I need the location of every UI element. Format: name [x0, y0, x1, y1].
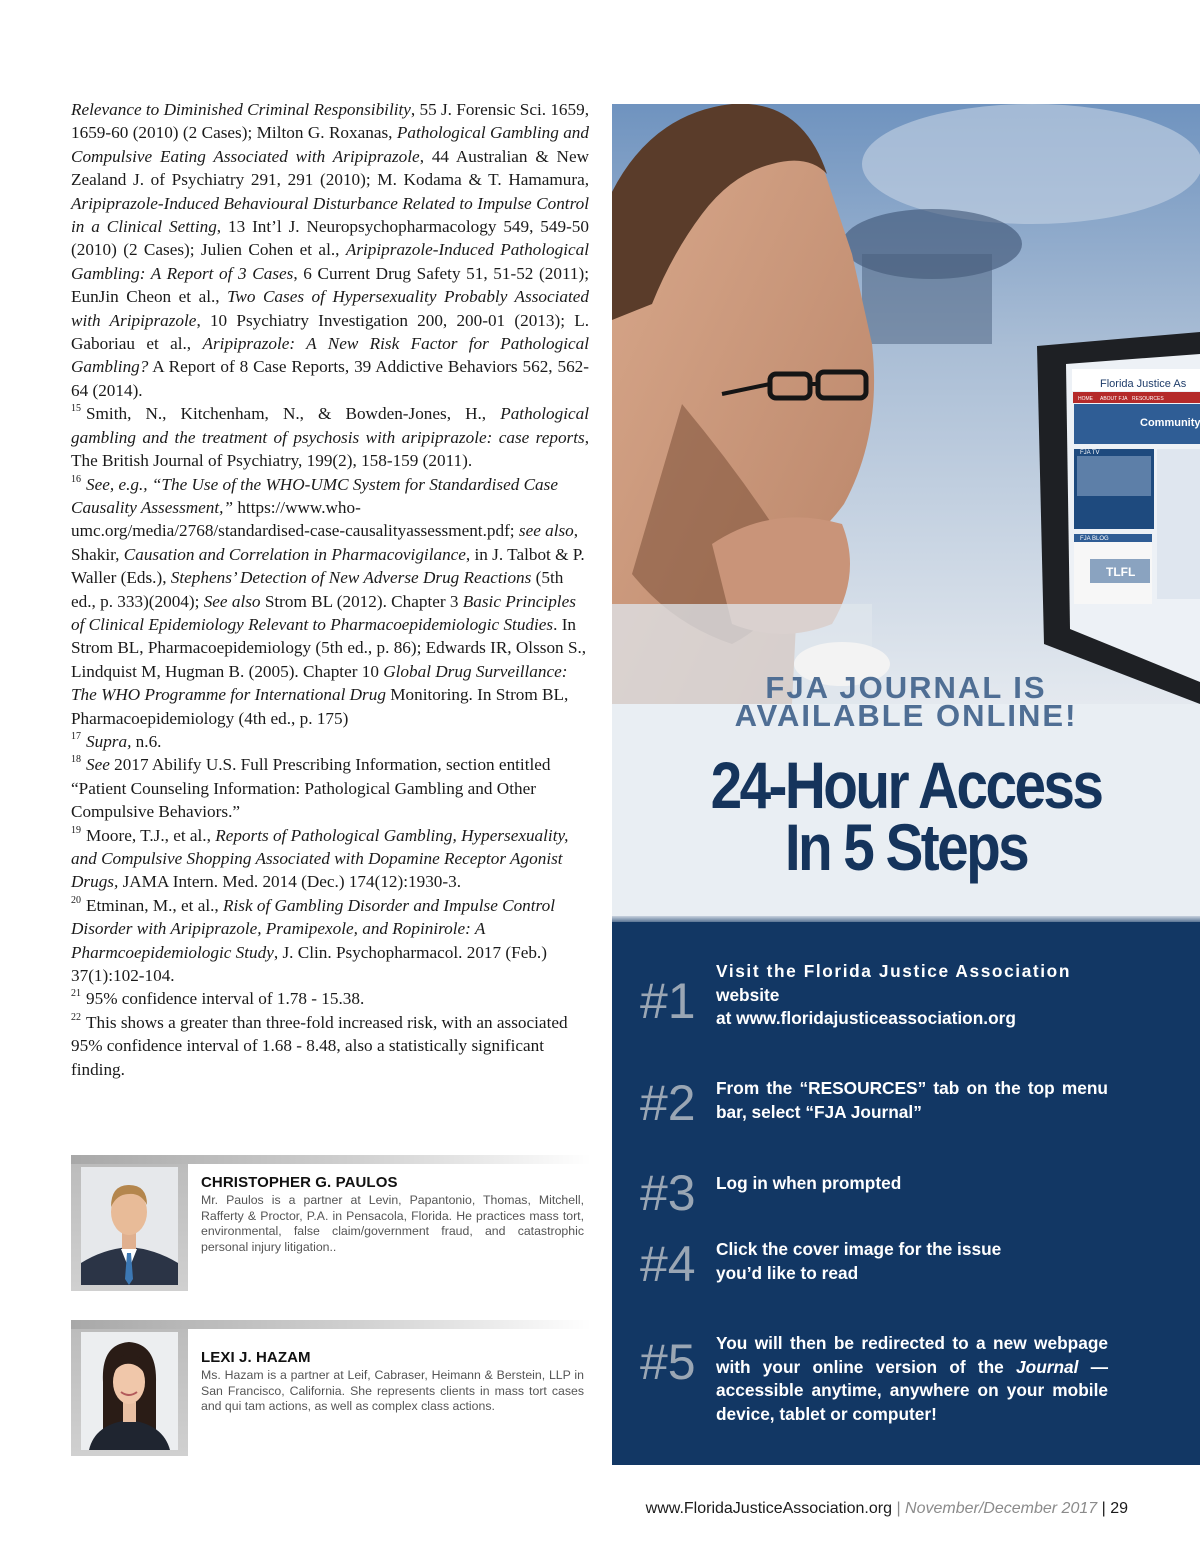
ref-text: , in J. Talbot & P. Waller (Eds.),: [71, 544, 585, 588]
ref-text: Monitoring. In Strom BL, Pharmacoepidemiology (4th ed., p. 175): [71, 685, 569, 728]
ref-title: See, e.g., “The Use of the WHO-UMC System for Standardised Case Causality Assessment,”: [71, 474, 558, 517]
author-bio: Ms. Hazam is a partner at Leif, Cabraser, Heimann & Berstein, LLP in San Francisco, California. She represents clients in mass tort cases and qui tam actions, as well as complex class actions.: [201, 1368, 584, 1414]
footnote-21: [71, 987, 589, 1010]
ref-text: , 10 Psychiatry Investigation 200, 200-01 (2013); L. Gaboriau et al.,: [71, 310, 589, 354]
footnote-number: 15: [71, 403, 81, 415]
ref-text: JAMA Intern. Med. 2014 (Dec.) 174(12):1930-3.: [118, 872, 462, 892]
reference-14-continued: [71, 98, 589, 402]
author-photo: [81, 1167, 178, 1285]
author-photo-frame: [71, 1164, 188, 1291]
ref-text: Smith, N., Kitchenham, N., & Bowden-Jones, H.,: [86, 404, 501, 424]
screen-banner-text: Community: [1140, 417, 1200, 429]
ad-headline: [612, 670, 1200, 733]
author-photo-frame: [71, 1329, 188, 1456]
step-number: #5: [640, 1334, 696, 1390]
ref-title: Global Drug Surveillance: The WHO Programme for International Drug: [71, 661, 568, 705]
screen-tab-about: ABOUT FJA: [1100, 396, 1128, 402]
footnote-20: [71, 894, 589, 988]
ref-text: (5th ed., p. 333)(2004);: [71, 568, 564, 611]
ref-title: Stephens’ Detection of New Adverse Drug Reactions: [170, 568, 532, 588]
step-number: #4: [640, 1236, 696, 1292]
step-text: [716, 960, 1108, 1031]
ref-title: Relevance to Diminished Criminal Responsibility: [71, 100, 411, 119]
step-text-emphasis: Journal: [1016, 1356, 1079, 1377]
author-portrait-image: [81, 1332, 178, 1450]
step-text-part: You will then be redirected to a new webpage with your online version of the: [716, 1333, 1108, 1377]
footnote-16: [71, 473, 589, 730]
step-text-line: Visit the Florida Justice Association: [716, 961, 1071, 981]
author-portrait-image: [81, 1167, 178, 1285]
footnote-17: [71, 730, 589, 753]
ad-background-image: [612, 104, 1200, 704]
card-divider: [71, 1320, 591, 1329]
ref-title: Risk of Gambling Disorder and Impulse Control Disorder with Aripiprazole, Pramipexole, and Ropinirole: A Pharmcoepidemiologic Study: [71, 895, 555, 962]
ref-text: This shows a greater than three-fold increased risk, with an associated 95% confidence interval of 1.68 - 8.48, also a statistically significant finding.: [71, 1012, 568, 1079]
step-number: #3: [640, 1165, 696, 1221]
step-text: Log in when prompted: [716, 1173, 902, 1193]
ad-title: [653, 748, 1159, 884]
page-number: 29: [1110, 1500, 1128, 1517]
ref-text: n.6.: [131, 731, 162, 751]
screen-tab-home: HOME: [1078, 396, 1093, 402]
ad-headline-line1: FJA JOURNAL IS: [765, 670, 1047, 705]
ad-headline-line2: AVAILABLE ONLINE!: [734, 698, 1078, 733]
ref-text: , Shakir,: [71, 521, 579, 564]
footer-separator: |: [896, 1500, 901, 1517]
step-text: [716, 1332, 1108, 1426]
references-column: [71, 98, 589, 1081]
screen-brand-text: Florida Justice As: [1100, 378, 1187, 390]
footnote-number: 19: [71, 824, 81, 836]
ref-title: Aripiprazole-Induced Behavioural Disturbance Related to Impulse Control in a Clinical Setting: [71, 193, 589, 237]
ref-text: 2017 Abilify U.S. Full Prescribing Information, section entitled “Patient Counseling Information: Pathological Gambling and Other Compulsive Behaviors.”: [71, 755, 551, 822]
ref-text: . In Strom BL, Pharmacoepidemiology (5th ed., p. 86); Edwards IR, Olsson S., Lindquist M, Hugman B. (2005). Chapter 10: [71, 614, 587, 681]
footnote-number: 21: [71, 988, 81, 1000]
footnote-number: 22: [71, 1011, 81, 1023]
footnote-22: [71, 1011, 589, 1081]
author-card-paulos: [71, 1155, 591, 1295]
step-text: From the “RESOURCES” tab on the top menu bar, select “FJA Journal”: [716, 1078, 1108, 1122]
ref-text: https://www.who-umc.org/media/2768/standardised-case-causalityassessment.pdf;: [71, 497, 519, 541]
ad-title-line1: 24-Hour Access: [710, 748, 1102, 822]
ref-text: Moore, T.J., et al.,: [86, 825, 216, 845]
step-text-part: — accessible anytime, anywhere on your mobile device, tablet or computer!: [716, 1356, 1108, 1424]
author-photo: [81, 1332, 178, 1450]
footnote-number: 18: [71, 754, 81, 766]
ref-title: Aripiprazole: A New Risk Factor for Pathological Gambling?: [71, 334, 589, 377]
ref-text: , J. Clin. Psychopharmacol. 2017 (Feb.) 37(1):102-104.: [71, 942, 547, 986]
footnote-19: [71, 824, 589, 894]
ref-title: see also: [518, 521, 574, 541]
step-text-line: at www.floridajusticeassociation.org: [716, 1008, 1016, 1028]
footnote-number: 17: [71, 730, 81, 742]
ref-text: , 6 Current Drug Safety 51, 51-52 (2011); EunJin Cheon et al.,: [71, 263, 590, 307]
ref-text: , The British Journal of Psychiatry, 199(2), 158-159 (2011).: [71, 427, 589, 471]
step-text: [716, 1238, 1108, 1285]
author-name: CHRISTOPHER G. PAULOS: [201, 1174, 398, 1191]
ref-title: Aripiprazole-Induced Pathological Gambling: A Report of 3 Cases: [71, 240, 590, 283]
footnote-number: 20: [71, 894, 81, 906]
ref-title: See: [86, 755, 110, 775]
screen-tab-resources: RESOURCES: [1132, 396, 1164, 402]
footnote-18: [71, 753, 589, 823]
author-name: LEXI J. HAZAM: [201, 1349, 311, 1366]
author-bio: Mr. Paulos is a partner at Levin, Papantonio, Thomas, Mitchell, Rafferty & Proctor, P.A. in Pensacola, Florida. He practices mass tort, environmental, false claim/government fraud, and catastrophic personal injury litigation..: [201, 1193, 584, 1254]
ref-title: Pathological Gambling and Compulsive Eating Associated with Aripiprazole: [71, 123, 589, 166]
ref-title: Supra,: [86, 731, 132, 751]
ref-title: Pathological gambling and the treatment of psychosis with aripiprazole: case reports: [71, 404, 589, 447]
card-divider: [71, 1155, 591, 1164]
footer-website: www.FloridaJusticeAssociation.org: [645, 1500, 892, 1517]
ad-title-line2: In 5 Steps: [784, 810, 1028, 884]
ref-text: , 55 J. Forensic Sci. 1659, 1659-60 (2010) (2 Cases); Milton G. Roxanas,: [71, 100, 590, 143]
ref-text: A Report of 8 Case Reports, 39 Addictive Behaviors 562, 562-64 (2014).: [71, 357, 589, 400]
step-number: #1: [640, 973, 696, 1029]
ref-title: Two Cases of Hypersexuality Probably Associated with Aripiprazole: [71, 287, 589, 330]
step-text-line: Click the cover image for the issue: [716, 1239, 1002, 1259]
footnote-15: [71, 402, 589, 472]
ref-text: , 44 Australian & New Zealand J. of Psychiatry 291, 291 (2010); M. Kodama & T. Hamamura,: [71, 146, 589, 190]
fja-journal-advertisement[interactable]: [612, 104, 1200, 1465]
footer-issue-date: November/December 2017: [905, 1500, 1098, 1517]
footnote-number: 16: [71, 473, 81, 485]
ref-title: See also: [203, 591, 261, 611]
step-number: #2: [640, 1075, 696, 1131]
screen-fjatv-label: FJA TV: [1080, 450, 1100, 456]
step-text-line: website: [716, 984, 780, 1005]
step-text-line: you’d like to read: [716, 1262, 859, 1283]
screen-tlfl-label: TLFL: [1106, 565, 1136, 579]
screen-blog-label: FJA BLOG: [1080, 536, 1109, 542]
ref-title: Reports of Pathological Gambling, Hypersexuality, and Compulsive Shopping Associated with Dopamine Receptor Agonist Drugs,: [71, 825, 569, 892]
ref-text: , 13 Int’l J. Neuropsychopharmacology 549, 549-50 (2010) (2 Cases); Julien Cohen et al.,: [71, 217, 589, 260]
ref-text: 95% confidence interval of 1.78 - 15.38.: [86, 989, 365, 1009]
footer-separator: |: [1101, 1500, 1106, 1517]
ref-title: Causation and Correlation in Pharmacovigilance: [123, 544, 466, 564]
man-at-computer-photo: [612, 104, 1200, 704]
ref-text: Strom BL (2012). Chapter 3: [260, 591, 463, 611]
page-footer: [646, 1500, 1128, 1518]
ref-title: Basic Principles of Clinical Epidemiology Relevant to Pharmacoepidemiologic Studies: [71, 591, 576, 634]
steps-panel: [612, 922, 1200, 1465]
author-card-hazam: [71, 1320, 591, 1460]
ref-text: Etminan, M., et al.,: [86, 895, 223, 915]
